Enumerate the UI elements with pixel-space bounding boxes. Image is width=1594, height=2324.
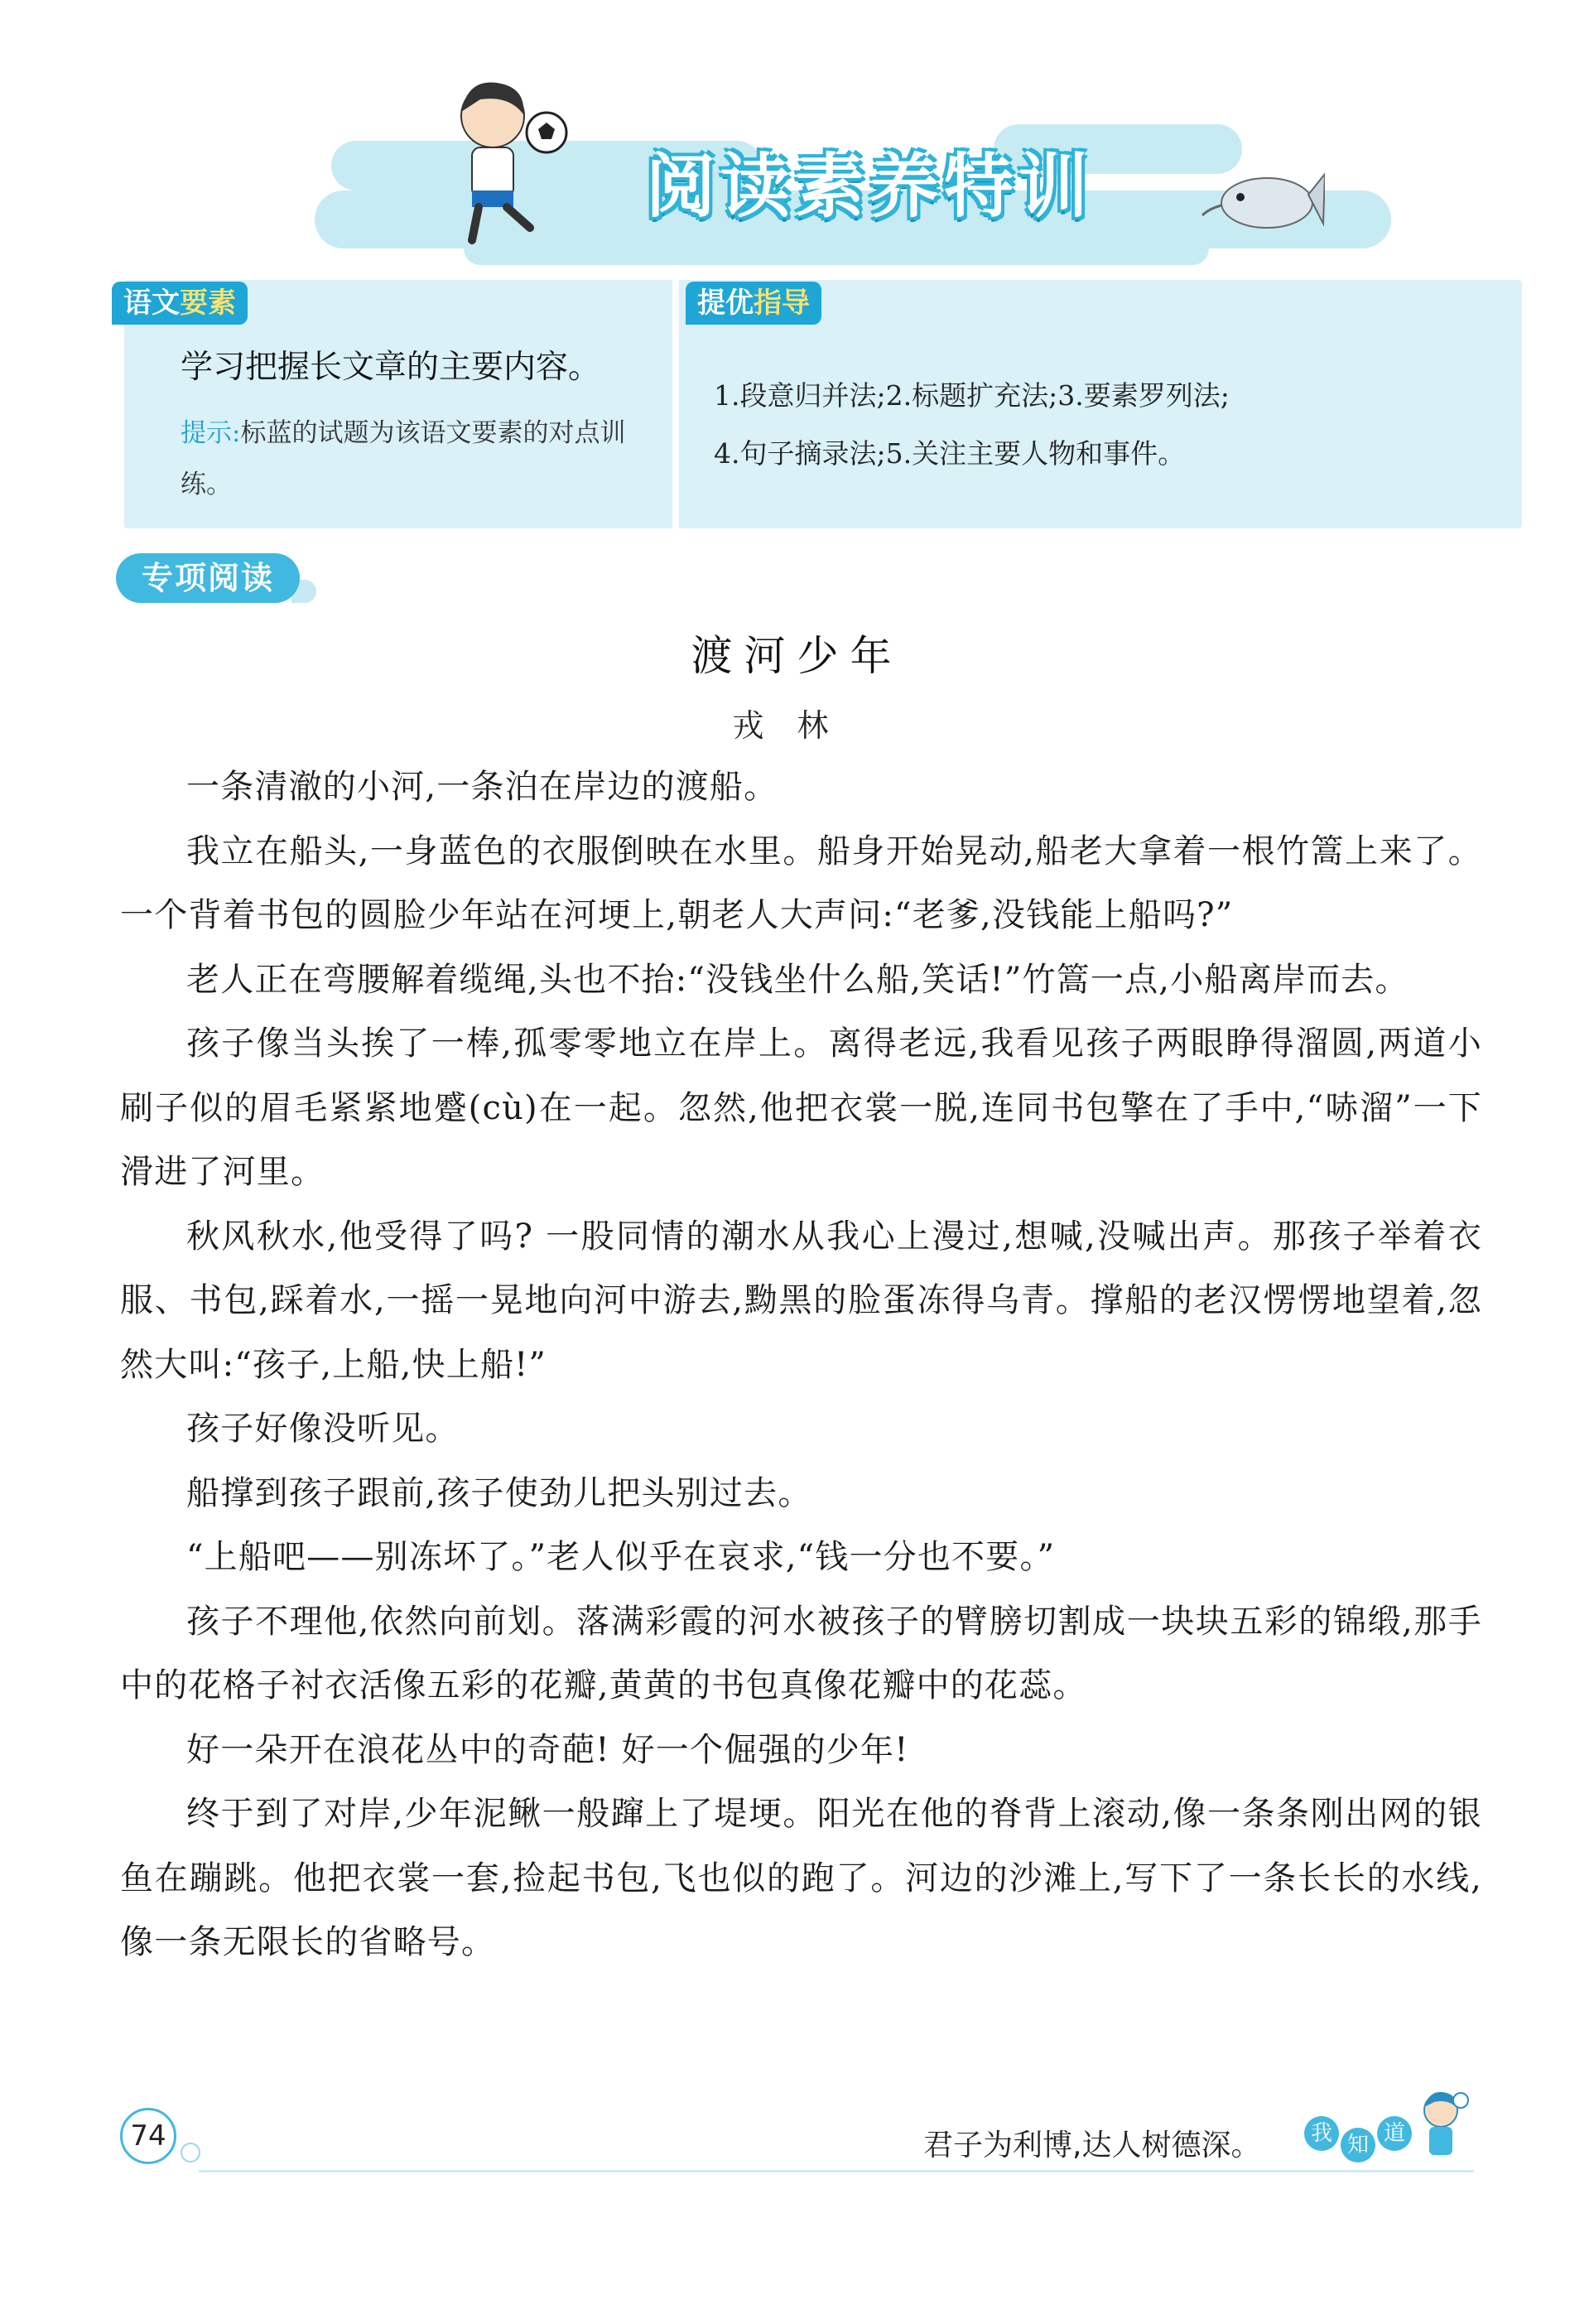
boy-soccer-illustration — [431, 75, 580, 248]
tiyou-zhidao-tag — [686, 282, 821, 325]
footer-boy-illustration — [1408, 2087, 1474, 2170]
article-paragraph: 老人正在弯腰解着缆绳,头也不抬:“没钱坐什么船,笑话!”竹篙一点,小船离岸而去。 — [186, 960, 1409, 999]
yuwen-main-text: 学习把握长文章的主要内容。 — [181, 349, 601, 386]
wozhidao-logo — [1304, 2116, 1413, 2166]
logo-char: 我 — [1304, 2116, 1339, 2151]
article-paragraph: 终于到了对岸,少年泥鳅一般蹿上了堤埂。阳光在他的脊背上滚动,像一条条刚出网的银鱼在蹦跳。他把衣裳一套,捡起书包,飞也似的跑了。河边的沙滩上,写下了一条长长的水线,像一条无限长的省略号。 — [120, 1795, 1482, 1961]
footer-motto: 君子为利博,达人树德深。 — [923, 2129, 1261, 2162]
article-paragraph: 好一朵开在浪花丛中的奇葩! 好一个倔强的少年! — [186, 1730, 909, 1769]
article-paragraph: 孩子好像没听见。 — [186, 1410, 460, 1448]
fish-illustration — [1201, 149, 1325, 248]
section-tag: 专项阅读 — [116, 553, 300, 603]
logo-char: 知 — [1341, 2128, 1375, 2162]
article-paragraph: 孩子像当头挨了一棒,孤零零地立在岸上。离得老远,我看见孩子两眼睁得溜圆,两道小刷子似的眉毛紧紧地蹙(cù)在一起。忽然,他把衣裳一脱,连同书包擎在了手中,“哧溜”一下滑进了河里。 — [120, 1025, 1482, 1191]
hint-label: 提示: — [181, 418, 241, 448]
article-paragraph: 船撑到孩子跟前,孩子使劲儿把头别过去。 — [186, 1473, 812, 1512]
hint-text: 标蓝的试题为该语文要素的对点训练。 — [181, 418, 626, 499]
article-paragraph: 我立在船头,一身蓝色的衣服倒映在水里。船身开始晃动,船老大拿着一根竹篙上来了。一个背着书包的圆脸少年站在河埂上,朝老人大声问:“老爹,没钱能上船吗?” — [120, 832, 1482, 934]
logo-char: 道 — [1377, 2116, 1412, 2151]
page-number: 74 — [120, 2108, 176, 2164]
tiyou-line-1: 1.段意归并法;2.标题扩充法;3.要素罗列法; — [714, 379, 1230, 412]
yuwen-hint — [181, 407, 661, 510]
tag-text: 指导 — [754, 287, 810, 320]
yuwen-yaosu-tag — [112, 282, 248, 325]
article-body — [120, 755, 1482, 1975]
article-paragraph: “上船吧——别冻坏了。”老人似乎在哀求,“钱一分也不要。” — [186, 1538, 1056, 1576]
info-panel-divider — [672, 280, 679, 528]
banner-title: 阅读素养特训 — [646, 146, 1094, 227]
article-author: 戎林 — [732, 707, 862, 744]
footer-line — [199, 2170, 1474, 2172]
article-paragraph: 孩子不理他,依然向前划。落满彩霞的河水被孩子的臂膀切割成一块块五彩的锦缎,那手中的花格子衬衣活像五彩的花瓣,黄黄的书包真像花瓣中的花蕊。 — [120, 1602, 1482, 1704]
article-title: 渡河少年 — [691, 632, 903, 680]
tiyou-line-2: 4.句子摘录法;5.关注主要人物和事件。 — [714, 437, 1186, 470]
article-paragraph: 秋风秋水,他受得了吗? 一股同情的潮水从我心上漫过,想喊,没喊出声。那孩子举着衣服、书包,踩着水,一摇一晃地向河中游去,黝黑的脸蛋冻得乌青。撑船的老汉愣愣地望着,忽然大叫:“孩子,上船,快上船!” — [120, 1217, 1482, 1384]
tag-text: 要素 — [180, 287, 236, 320]
header-banner — [0, 0, 1594, 273]
page-number-decoration — [181, 2143, 200, 2162]
article-paragraph: 一条清澈的小河,一条泊在岸边的渡船。 — [186, 768, 778, 806]
tag-text: 提优 — [697, 287, 754, 320]
tag-text: 语文 — [123, 287, 180, 320]
